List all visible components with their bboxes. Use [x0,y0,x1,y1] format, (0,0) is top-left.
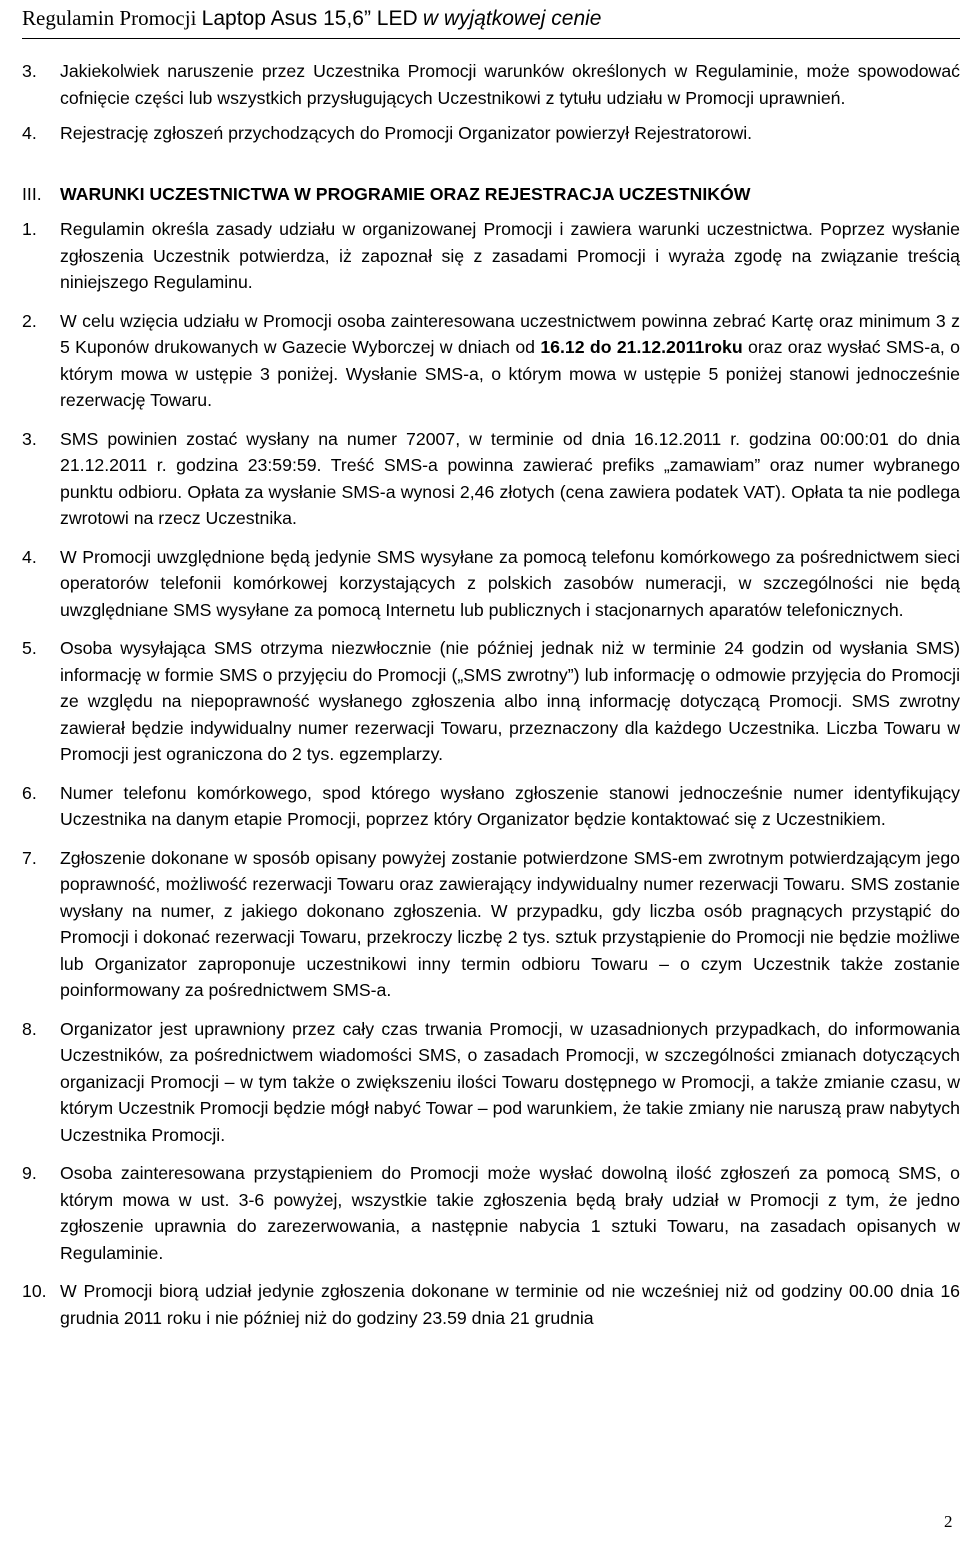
list-item [22,780,960,833]
header-subtitle: w wyjątkowej cenie [422,7,602,30]
list-item [22,120,960,147]
list-item [22,1278,960,1331]
list-item [22,635,960,768]
item-text [60,308,960,414]
item-number: 5. [22,638,37,658]
header-product: Laptop Asus 15,6” LED [201,7,418,30]
item-number: 7. [22,847,37,868]
item-text: Osoba zainteresowana przystąpieniem do Promocji może wysłać dowolną ilość zgłoszeń za pomocą SMS, o którym mowa w ust. 3-6 powyżej, wszystkie takie zgłoszenia będą brały udział w Promocji z tym, że jedno zgłoszenie uprawnia do zarezerwowania, a następnie nabycia 1 sztuki Towaru, na zasadach opisanych w Regulaminie. [60,1163,960,1263]
item-number: 10. [22,1281,47,1301]
item-text: W Promocji biorą udział jedynie zgłoszenia dokonane w terminie od nie wcześniej niż od godziny 00.00 dnia 16 grudnia 2011 roku i nie później niż do godziny 23.59 dnia 21 grudnia [60,1281,960,1328]
list-item [22,426,960,532]
header-title: Regulamin Promocji [22,6,197,30]
list-item [22,1160,960,1266]
item-number: 8. [22,1018,37,1039]
item-number: 4. [22,123,37,143]
section-number: III. [22,183,42,204]
item-text: Regulamin określa zasady udziału w organizowanej Promocji i zawiera warunki uczestnictwa. Poprzez wysłanie zgłoszenia Uczestnik potwierdza, iż zapoznał się z zasadami Promocji i wyraża zgodę na związanie treścią niniejszego Regulaminu. [60,219,960,292]
item-number: 1. [22,219,37,239]
section-heading [22,181,960,208]
item-text: Jakiekolwiek naruszenie przez Uczestnika Promocji warunków określonych w Regulaminie, może spowodować cofnięcie części lub wszystkich przysługujących Uczestnikowi z tytułu udziału w Promocji uprawnień. [60,61,960,108]
section-title: WARUNKI UCZESTNICTWA W PROGRAMIE ORAZ REJESTRACJA UCZESTNIKÓW [60,183,751,204]
list-item [22,216,960,296]
item-text: Rejestrację zgłoszeń przychodzących do Promocji Organizator powierzył Rejestratorowi. [60,123,753,143]
item-text-part: oraz oraz wysłać SMS-a, o którym mowa w ustępie 3 poniżej. Wysłanie SMS-a, o którym mowa w ustępie 5 poniżej stanowi jednocześnie rezerwację Towaru. [60,337,960,410]
page-number: 2 [944,1512,953,1531]
item-text-bold-dates: 16.12 do 21.12.2011roku [540,337,743,357]
item-text: W Promocji uwzględnione będą jedynie SMS wysyłane za pomocą telefonu komórkowego za pośrednictwem sieci operatorów telefonii komórkowej korzystających z polskich zasobów numeracji, w szczególności nie będą uwzględniane SMS wysyłane za pomocą Internetu lub publicznych i stacjonarnych aparatów telefonicznych. [60,546,960,620]
item-number: 3. [22,428,37,449]
item-text-part: W celu wzięcia udziału w Promocji osoba zainteresowana uczestnictwem powinna zebrać Kartę oraz minimum 3 z 5 Kuponów drukowanych w Gazecie Wyborczej w dniach od [60,310,960,357]
item-text: Numer telefonu komórkowego, spod którego wysłano zgłoszenie stanowi jednocześnie numer identyfikujący Uczestnika na danym etapie Promocji, poprzez który Organizator będzie kontaktować się z Uczestnikiem. [60,782,960,829]
item-text: Zgłoszenie dokonane w sposób opisany powyżej zostanie potwierdzone SMS-em zwrotnym potwierdzającym jego poprawność, możliwość rezerwacji Towaru oraz zawierający indywidualny numer rezerwacji Towaru. SMS zostanie wysłany na numer, z jakiego dokonano zgłoszenia. W przypadku, gdy liczba osób pragnących przystąpić do Promocji i dokonać rezerwacji Towaru, przekroczy liczbę 2 tys. sztuk przystąpienie do Promocji nie będzie możliwe lub Organizator zaproponuje uczestnikowi inny termin odbioru Towaru – o czym Uczestnik także zostanie poinformowany za pośrednictwem SMS-a. [60,847,960,1000]
item-number: 2. [22,310,37,331]
list-item [22,845,960,1004]
item-number: 9. [22,1163,37,1183]
item-number: 3. [22,61,37,81]
document-body [22,58,960,1331]
list-item [22,544,960,624]
running-header [22,6,601,31]
item-text: Organizator jest uprawniony przez cały czas trwania Promocji, w uzasadnionych przypadkach, do informowania Uczestników, za pośrednictwem wiadomości SMS, o zasadach Promocji, w szczególności zmianach dotyczących organizacji Promocji – w tym także o zwiększeniu ilości Towaru dostępnego w Promocji, a także zmianie czasu, w którym Uczestnik Promocji będzie mógł nabyć Towar – pod warunkiem, że takie zmiany nie naruszą praw nabytych Uczestnika Promocji. [60,1018,960,1145]
item-text: Osoba wysyłająca SMS otrzyma niezwłocznie (nie później jednak niż w terminie 24 godzin od wysłania SMS) informację w formie SMS o przyjęciu do Promocji („SMS zwrotny”) lub informację o odmowie przyjęcia do Promocji ze względu na niepoprawność wysłanego zgłoszenia albo inną informację dotyczącą Promocji. SMS zwrotny zawierał będzie indywidualny numer rezerwacji Towaru, przeznaczony dla każdego Uczestnika. Liczba Towaru w Promocji jest ograniczona do 2 tys. egzemplarzy. [60,638,960,764]
list-item [22,1016,960,1149]
item-text: SMS powinien zostać wysłany na numer 72007, w terminie od dnia 16.12.2011 r. godzina 00:00:01 do dnia 21.12.2011 r. godzina 23:59:59. Treść SMS-a powinna zawierać prefiks „zamawiam” oraz numer wybranego punktu odbioru. Opłata za wysłanie SMS-a wynosi 2,46 złotych (cena zawiera podatek VAT). Opłata ta nie podlega zwrotowi na rzecz Uczestnika. [60,428,960,528]
item-number: 4. [22,546,37,567]
header-divider [22,38,960,39]
list-item [22,308,960,414]
list-item [22,58,960,111]
item-number: 6. [22,782,37,803]
